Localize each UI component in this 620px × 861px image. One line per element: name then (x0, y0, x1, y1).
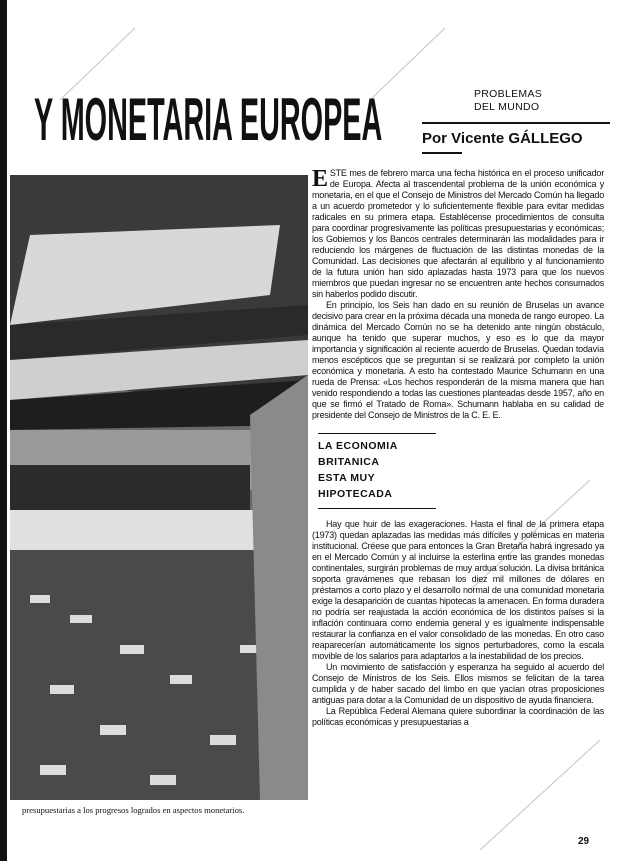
divider (422, 122, 610, 124)
paragraph-text: STE mes de febrero marca una fecha histórica en el proceso unificador de Europa. Afecta al trascendental problema de la unión económica y monetaria, en el que el Consejo de Ministros del Mercado Común ha llegado a un acuerdo prometedor y lo suficientemente flexible para evitar medidas radicales en su primera etapa. Establécense procedimientos de consulta para coordinar progresivamente las políticas presupuestarias y económicas; los Gobiernos y los Bancos centrales determinarán las modalidades para ir reduciendo los márgenes de fluctuación de las distintas monedas de la Comunidad. Las decisiones que afectarán al equilibrio y al funcionamiento de la futura unión han sido aplazadas hasta 1973 para que los nuevos miembros que puedan ingresar no se encuentren ante hechos consumados sin haberlos podido discutir. (312, 168, 604, 299)
drop-cap: E (312, 166, 328, 192)
subheading-line: LA ECONOMIA BRITANICA (318, 440, 398, 468)
subheading-line: ESTA MUY HIPOTECADA (318, 472, 393, 500)
byline: Por Vicente GÁLLEGO (422, 130, 583, 147)
paragraph: En principio, los Seis han dado en su reunión de Bruselas un avance decisivo para crear en la próxima década una moneda de rango europeo. La dinámica del Mercado Común no se ha detenido ante ningún obstáculo, aunque ha tenido que superar muchos, y eso es lo que da mayor importancia y significación al reciente acuerdo de Bruselas. Quedan todavía menos escépticos que se preguntan si se realizará por completo la unión económica y monetaria. A esto ha contestado Maurice Schumann en una rueda de Prensa: «Los hechos responderán de la misma manera que han venido respondiendo a todas las cuestiones planteadas desde 1957, año en que se firmó el Tratado de Roma». Schumann hablaba en su calidad de presidente del Consejo de Ministros de la C. E. E. (312, 300, 604, 420)
divider (422, 152, 462, 154)
section-label (474, 88, 542, 114)
headline: Y MONETARIA EUROPEA (34, 86, 383, 153)
page-number: 29 (578, 836, 590, 847)
photo-caption: presupuestarias a los progresos logrados en aspectos monetarios. (22, 805, 245, 815)
paragraph: Un movimiento de satisfacción y esperanza ha seguido al acuerdo del Consejo de Ministros de los Seis. Ellos mismos se felicitan de la tarea cumplida y de haber sacado del limbo en que yacían otras proposiciones antiguas para dotar a la Comunidad de un dispositivo de ayuda financiera. (312, 662, 604, 705)
paragraph: Hay que huir de las exageraciones. Hasta el final de la primera etapa (1973) quedan aplazadas las medidas más difíciles y polémicas en materia institucional. Créese que para entonces la Gran Bretaña habrá ingresado ya en el Mercado Común y al incluirse la esterlina entre las grandes monedas continentales, surgirán problemas de muy ardua solución. La divisa británica soporta gravámenes que rebasan los diez mil millones de dólares en préstamos a corto plazo y el desarrollo normal de una comunidad monetaria exige la desaparición de cuantas hipotecas la amenacen. En forma duradera no podría ser reajustada la acción económica de los distintos países si la inflación continuara como endemia general y es igualmente indispensable restaurar la confianza en el valor consolidado de las monedas. En otro caso reaparecerían automáticamente los signos perturbadores, como la escala movible de los salarios para adaptarlos a la inestabilidad de los precios. (312, 519, 604, 661)
section-line: DEL MUNDO (474, 101, 540, 113)
section-line: PROBLEMAS (474, 88, 543, 100)
article-column (312, 168, 604, 728)
parliament-photo (10, 175, 308, 800)
subheading (318, 433, 436, 509)
paragraph: La República Federal Alemana quiere subordinar la coordinación de las políticas económicas y presupuestarias a (312, 706, 604, 727)
paragraph (312, 168, 604, 300)
scan-edge (0, 0, 7, 861)
